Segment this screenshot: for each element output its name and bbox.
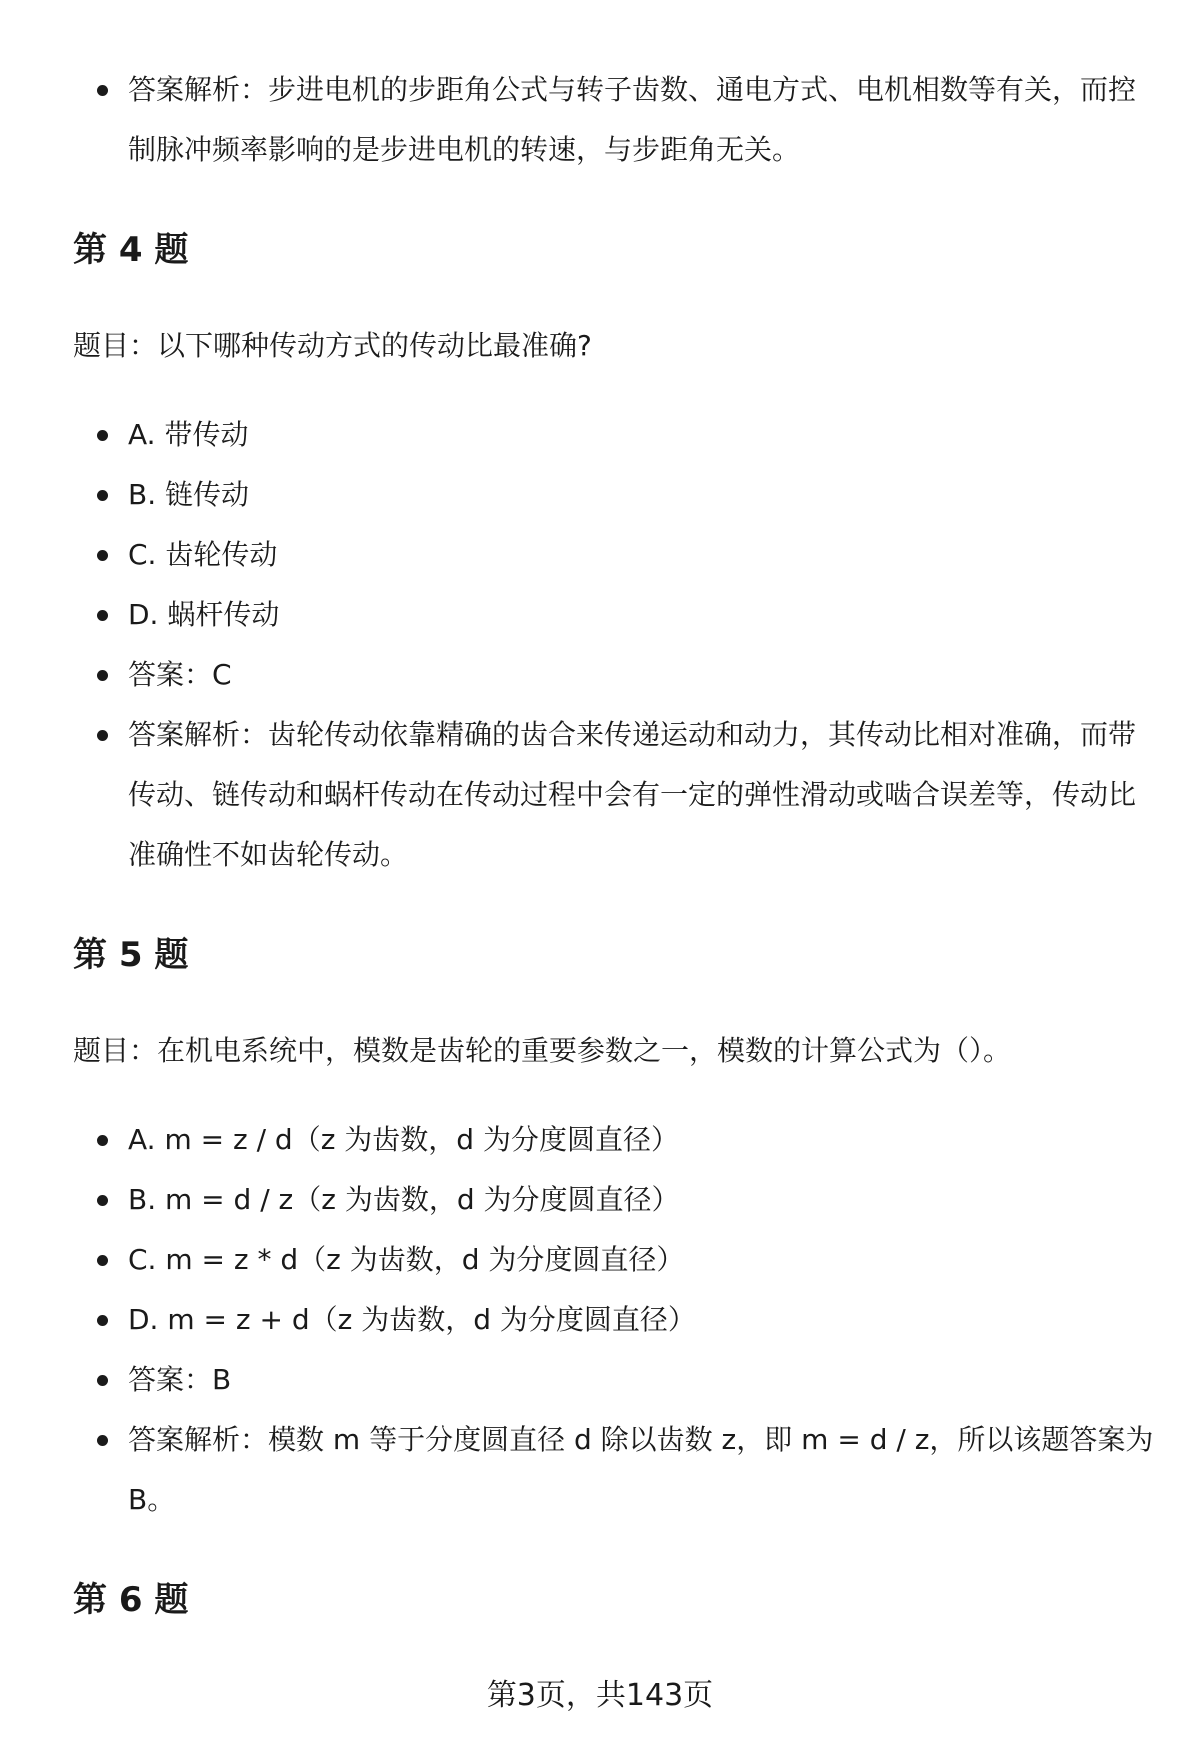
q4-option-d: D. 蜗杆传动 <box>0 585 1200 645</box>
q5-explanation: 答案解析：模数 m 等于分度圆直径 d 除以齿数 z，即 m = d / z，所以该题答案为 B。 <box>0 1410 1200 1530</box>
q5-answer: 答案：B <box>0 1350 1200 1410</box>
q5-bullet-list <box>0 1110 1200 1530</box>
q5-option-c: C. m = z * d（z 为齿数，d 为分度圆直径） <box>0 1230 1200 1290</box>
top-bullet-list <box>0 60 1200 180</box>
page-number: 第3页，共143页 <box>486 1678 714 1713</box>
q5-heading: 第 5 题 <box>73 935 189 975</box>
q4-heading: 第 4 题 <box>73 230 189 270</box>
q4-option-b: B. 链传动 <box>0 465 1200 525</box>
q6-heading: 第 6 题 <box>73 1580 189 1620</box>
q5-option-b: B. m = d / z（z 为齿数，d 为分度圆直径） <box>0 1170 1200 1230</box>
q3-explanation: 答案解析：步进电机的步距角公式与转子齿数、通电方式、电机相数等有关，而控制脉冲频率影响的是步进电机的转速，与步距角无关。 <box>0 60 1200 180</box>
q4-bullet-list <box>0 405 1200 885</box>
q5-question: 题目：在机电系统中，模数是齿轮的重要参数之一，模数的计算公式为（）。 <box>73 1034 1012 1067</box>
q4-option-a: A. 带传动 <box>0 405 1200 465</box>
q4-explanation: 答案解析：齿轮传动依靠精确的齿合来传递运动和动力，其传动比相对准确，而带传动、链传动和蜗杆传动在传动过程中会有一定的弹性滑动或啮合误差等，传动比准确性不如齿轮传动。 <box>0 705 1200 885</box>
q4-option-c: C. 齿轮传动 <box>0 525 1200 585</box>
q4-answer: 答案：C <box>0 645 1200 705</box>
q5-option-d: D. m = z + d（z 为齿数，d 为分度圆直径） <box>0 1290 1200 1350</box>
q5-option-a: A. m = z / d（z 为齿数，d 为分度圆直径） <box>0 1110 1200 1170</box>
q4-question: 题目：以下哪种传动方式的传动比最准确? <box>73 329 592 362</box>
